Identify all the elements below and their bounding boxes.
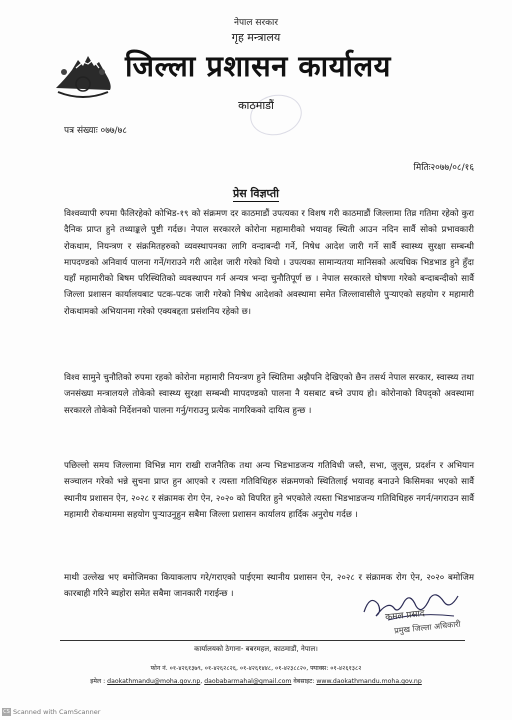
ministry-label: गृह मन्त्रालय (231, 31, 281, 44)
signatory-name: कमल प्रसाद (384, 608, 426, 624)
office-location: काठमाडौं (238, 99, 274, 112)
letter-date: मितिः२०७७/०८/१६ (413, 163, 474, 173)
camscanner-logo-icon: CS (3, 709, 10, 715)
paragraph-1: विश्वव्यापी रुपमा फैलिरहेको कोभिड-१९ को संक्रमण दर काठमाडौं उपत्यका र विशष गरी काठमाडौं जिल्लामा तिव्र गतिमा रहेको कुरा दैनिक प्राप्त हुने तथ्याङ्कले पुष्टी गर्दछ। नेपाल सरकारले कोरोना महामारीको भयावह स्थिती आउन नदिन सार्वै सोको प्रभावकारी रोकथाम, नियन्त्रण र संक्रमितहरुको व्यवस्थापनका लागि वन्दाबन्दी गर्ने, निषेध आदेश जारी गर्ने सार्वै स्वास्थ्य सुरक्षा सम्बन्धी मापदण्डको अनिवार्य पालना गर्ने/गराउने गरी आदेश जारी गरेको थियो । उपत्यका सामान्यतया मानिसको अत्यधिक भिडभाड हुने हुँदा यहाँ महामारीको बिषम परिस्थितिको व्यवस्थापन गर्न अन्यत्र भन्दा चुनौतिपूर्ण छ । नेपाल सरकारले घोषणा गरेको बन्दाबन्दीको सार्वै जिल्ला प्रशासन कार्यालयबाट पटक-पटक जारी गरेको निषेध आदेशको अवस्थामा समेत जिल्लावासीले पुऱ्याएको सहयोग र महामारी रोकथामको अभियानमा गरेको एक्यबद्दता प्रसंशनिय रहेको छ। (64, 209, 474, 317)
email-link-1[interactable]: daokathmandu@moha.gov.np (107, 678, 201, 685)
nepal-emblem-icon (52, 48, 114, 100)
document-title (0, 186, 512, 201)
footer-address: कार्यालयको ठेगाना- बबरमहल, काठमाडौं, नेपाल। (194, 645, 318, 653)
signatory-role: प्रमुख जिल्ला अधिकारी (393, 619, 462, 636)
scanner-watermark (2, 708, 100, 716)
website-link[interactable]: www.daokathmandu.moha.gov.np (316, 678, 422, 685)
footer-contacts: इमेल : daokathmandu@moha.gov.np, daobabarmahal@gmail.com वेबसाइट: www.daokathmandu.moha.gov.np (90, 678, 422, 685)
paragraph-3: पछिल्लो समय जिल्लामा विभिन्न माग राखी राजनैतिक तथा अन्य भिडभाडजन्य गतिविधी जस्तै, सभा, जुलुस, प्रदर्शन र अभियान सञ्चालन गरेको भन्ने सुचना प्राप्त हुन आएको र त्यस्ता गतिविधिहरु संक्रमणको स्थितिलाई भयावह बनाउने किसिमका भएको सार्वै स्थानीय प्रशासन ऐन, २०२८ र संक्रामक रोग ऐन, २०२० को विपरित हुने भएकोले त्यस्ता भिडभाडजन्य गतिविधिहरु नगर्न/नगराउन सार्वै महामारी रोकथाममा सहयोग पुऱ्याउनुहुन सबैमा जिल्ला प्रशासन कार्यालय हार्दिक अनुरोध गर्दछ । (64, 461, 474, 520)
scanner-text: Scanned with CamScanner (13, 708, 101, 716)
footer-divider (60, 640, 465, 641)
website-label: वेबसाइट: (293, 678, 315, 685)
title-text: प्रेस विज्ञप्ती (232, 187, 280, 200)
government-label: नेपाल सरकार (233, 18, 279, 28)
email-label: इमेल : (90, 678, 106, 685)
email-link-2[interactable]: daobabarmahal@gmail.com (204, 678, 292, 685)
paragraph-2: विश्व सामुने चुनौतिको रुपमा रहको कोरोना महामारी नियन्त्रण हुने स्थितिमा अझैपनि देखिएको छैन तसर्थ नेपाल सरकार, स्वास्थ्य तथा जनसंख्या मन्त्रालयले तोकेको स्वास्थ्य सुरक्षा सम्बन्धी मापदण्डको पालना नै यसबाट बच्ने उपाय हो। कोरोनाको विपद्को अवस्थामा सरकारले तोकेको निर्देशनको पालना गर्नु/गराउनु प्रत्येक नागरिकको दायित्व हुन्छ । (64, 373, 474, 416)
office-title: जिल्ला प्रशासन कार्यालय (125, 49, 392, 83)
footer-phones: फोन नं. ०१-४२६१३७९, ०१-४२६२८२६, ०१-४२६१४४८, ०१-४२३८८२०, फ्याक्स: ०१-४२६१३८२ (150, 665, 362, 672)
paragraph-4: माथी उल्लेख भए बमोजिमका कियाकलाप गरे/गराएको पाईएमा स्थानीय प्रशासन ऐन, २०२८ र संक्रामक रोग ऐन, २०२० बमोजिम कारबाही गरिने ब्यहोरा समेत सबैमा जानकारी गराईन्छ । (64, 573, 474, 600)
reference-number: पत्र संख्याः ०७७/७८ (64, 126, 127, 136)
